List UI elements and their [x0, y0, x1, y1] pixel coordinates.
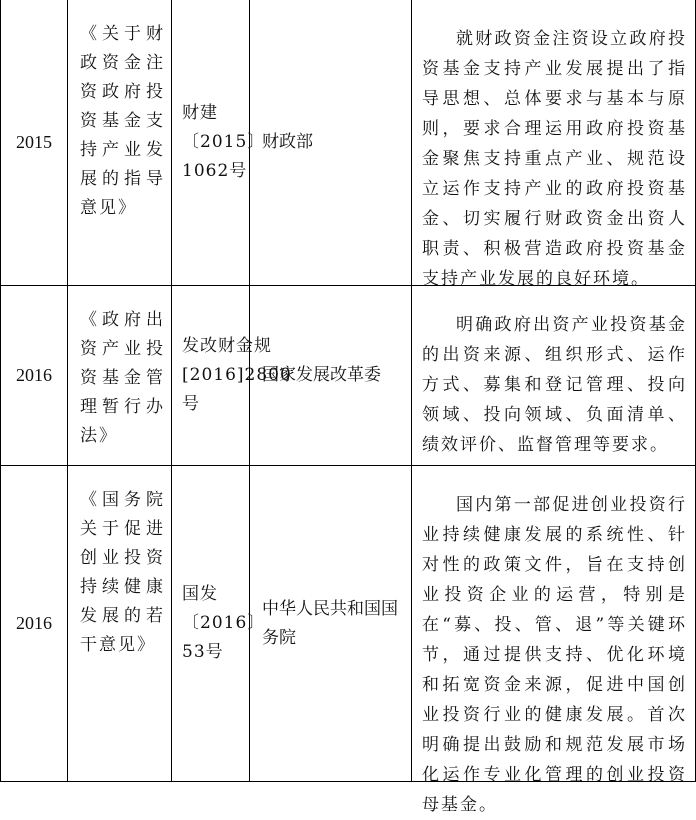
document-number-cell: 财建〔2015〕1062号 [172, 0, 250, 286]
issuer-cell: 财政部 [250, 0, 412, 286]
policy-title-cell: 《关于财政资金注资政府投资基金支持产业发展的指导意见》 [68, 0, 172, 286]
policy-title-cell: 《政府出资产业投资基金管理暂行办法》 [68, 286, 172, 466]
year-cell: 2015 [0, 0, 68, 286]
description-cell: 明确政府出资产业投资基金的出资来源、组织形式、运作方式、募集和登记管理、投向领域、投向领域、负面清单、绩效评价、监督管理等要求。 [412, 286, 696, 466]
policy-title-cell: 《国务院关于促进创业投资持续健康发展的若干意见》 [68, 466, 172, 782]
document-number-cell: 发改财金规[2016]2800号 [172, 286, 250, 466]
description-cell: 就财政资金注资设立政府投资基金支持产业发展提出了指导思想、总体要求与基本与原则，要求合理运用政府投资基金聚焦支持重点产业、规范设立运作支持产业的政府投资基金、切实履行财政资金出资人职责、积极营造政府投资基金支持产业发展的良好环境。 [412, 0, 696, 286]
issuer-cell: 国家发展改革委 [250, 286, 412, 466]
year-cell: 2016 [0, 286, 68, 466]
description-cell: 国内第一部促进创业投资行业持续健康发展的系统性、针对性的政策文件，旨在支持创业投资企业的运营，特别是在“募、投、管、退”等关键环节，通过提供支持、优化环境和拓宽资金来源，促进中国创业投资行业的健康发展。首次明确提出鼓励和规范发展市场化运作专业化管理的创业投资母基金。 [412, 466, 696, 782]
year-cell: 2016 [0, 466, 68, 782]
document-number-cell: 国发〔2016〕53号 [172, 466, 250, 782]
issuer-cell: 中华人民共和国国务院 [250, 466, 412, 782]
